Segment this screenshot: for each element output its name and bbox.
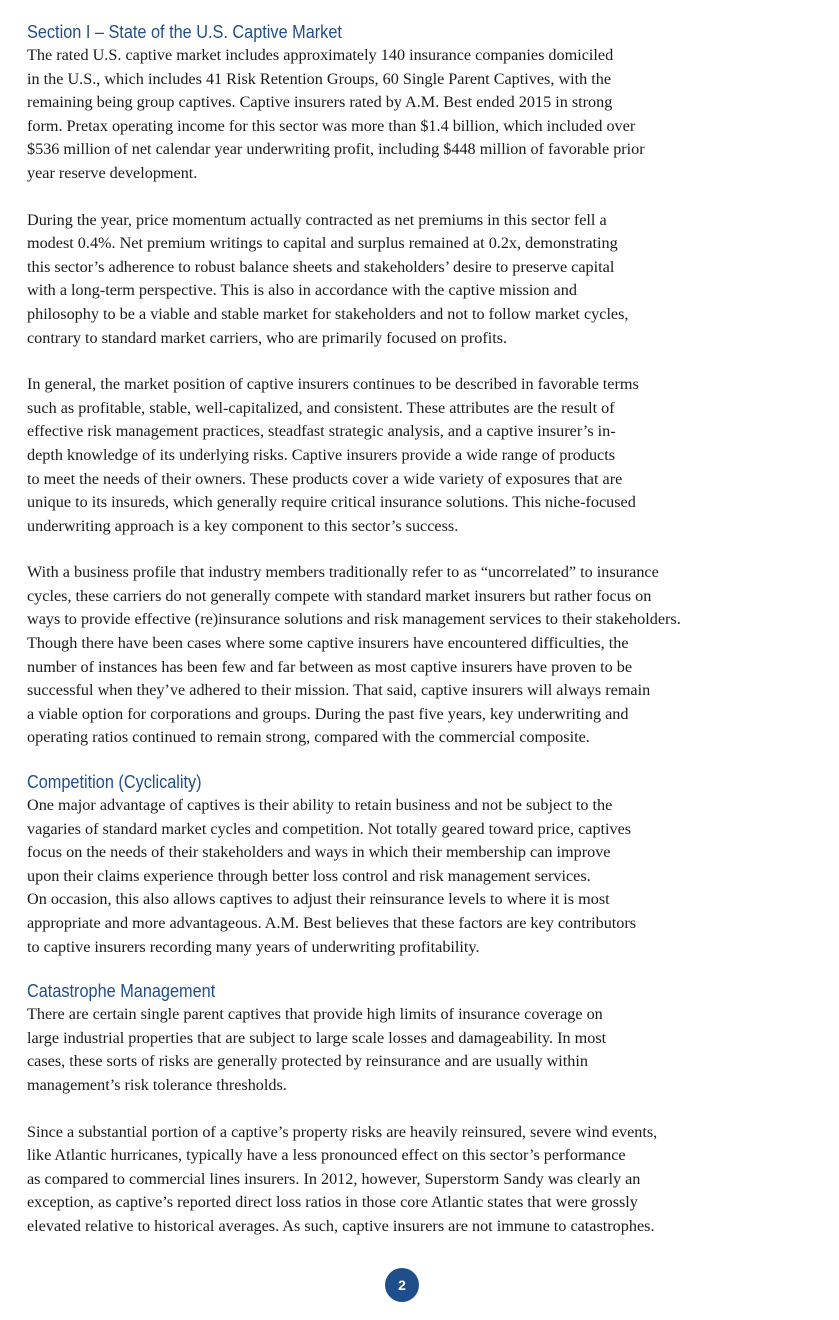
paragraph-line: form. Pretax operating income for this sector was more than $1.4 billion, which included over	[27, 116, 636, 135]
paragraph-line: elevated relative to historical averages. As such, captive insurers are not immune to catastrophes.	[27, 1216, 655, 1235]
paragraph-line: Since a substantial portion of a captive’s property risks are heavily reinsured, severe wind events,	[27, 1122, 658, 1141]
section-heading-competition: Competition (Cyclicality)	[27, 771, 202, 793]
paragraph-line: management’s risk tolerance thresholds.	[27, 1075, 287, 1094]
paragraph-line: There are certain single parent captives that provide high limits of insurance coverage on	[27, 1005, 603, 1024]
paragraph-line: with a long-term perspective. This is also in accordance with the captive mission and	[27, 281, 577, 300]
paragraph-line: to meet the needs of their owners. These products cover a wide variety of exposures that are	[27, 469, 623, 488]
paragraph-line: During the year, price momentum actually contracted as net premiums in this sector fell a	[27, 210, 607, 229]
paragraph-line: large industrial properties that are subject to large scale losses and damageability. In most	[27, 1028, 607, 1047]
paragraph-line: a viable option for corporations and groups. During the past five years, key underwriting and	[27, 704, 629, 723]
paragraph-line: One major advantage of captives is their ability to retain business and not be subject to the	[27, 796, 613, 815]
paragraph-line: exception, as captive’s reported direct loss ratios in those core Atlantic states that were grossly	[27, 1193, 638, 1212]
paragraph-line: With a business profile that industry members traditionally refer to as “uncorrelated” to insurance	[27, 563, 659, 582]
paragraph-line: depth knowledge of its underlying risks. Captive insurers provide a wide range of products	[27, 445, 616, 464]
paragraph-line: The rated U.S. captive market includes approximately 140 insurance companies domiciled	[27, 46, 614, 64]
paragraph-line: unique to its insureds, which generally require critical insurance solutions. This niche-focused	[27, 493, 636, 512]
paragraph-line: remaining being group captives. Captive insurers rated by A.M. Best ended 2015 in strong	[27, 93, 613, 112]
section-heading-catastrophe-management: Catastrophe Management	[27, 980, 216, 1002]
paragraph-line: like Atlantic hurricanes, typically have a less pronounced effect on this sector’s performance	[27, 1146, 626, 1165]
paragraph-line: this sector’s adherence to robust balance sheets and stakeholders’ desire to preserve capital	[27, 257, 615, 276]
paragraph-line: Though there have been cases where some captive insurers have encountered difficulties, the	[27, 634, 629, 653]
paragraph-line: On occasion, this also allows captives to adjust their reinsurance levels to where it is most	[27, 890, 610, 909]
paragraph-line: such as profitable, stable, well-capitalized, and consistent. These attributes are the result of	[27, 398, 615, 417]
paragraph-line: number of instances has been few and far between as most captive insurers have proven to be	[27, 657, 633, 676]
paragraph-line: In general, the market position of captive insurers continues to be described in favorable terms	[27, 375, 639, 394]
section-heading-state-of-market: Section I – State of the U.S. Captive Market	[27, 21, 342, 42]
paragraph-line: $536 million of net calendar year underwriting profit, including $448 million of favorable prior	[27, 140, 645, 159]
paragraph-line: focus on the needs of their stakeholders and ways in which their membership can improve	[27, 843, 611, 862]
paragraph-line: cases, these sorts of risks are generally protected by reinsurance and are usually within	[27, 1052, 588, 1071]
paragraph-line: successful when they’ve adhered to their mission. That said, captive insurers will always remain	[27, 681, 651, 700]
paragraph-line: underwriting approach is a key component to this sector’s success.	[27, 516, 459, 535]
document-page	[27, 20, 787, 1239]
paragraph-line: upon their claims experience through better loss control and risk management services.	[27, 866, 591, 885]
paragraph-line: contrary to standard market carriers, who are primarily focused on profits.	[27, 328, 508, 347]
paragraph-line: operating ratios continued to remain strong, compared with the commercial composite.	[27, 728, 590, 747]
paragraph-line: to captive insurers recording many years of underwriting profitability.	[27, 937, 480, 956]
paragraph-line: modest 0.4%. Net premium writings to capital and surplus remained at 0.2x, demonstrating	[27, 234, 618, 253]
paragraph-line: vagaries of standard market cycles and competition. Not totally geared toward price, captives	[27, 819, 632, 838]
paragraph-line: year reserve development.	[27, 163, 198, 182]
paragraph-line: in the U.S., which includes 41 Risk Retention Groups, 60 Single Parent Captives, with the	[27, 69, 612, 88]
paragraph-line: philosophy to be a viable and stable market for stakeholders and not to follow market cycles,	[27, 304, 629, 323]
paragraph-line: effective risk management practices, steadfast strategic analysis, and a captive insurer’s in-	[27, 422, 616, 441]
paragraph-line: as compared to commercial lines insurers. In 2012, however, Superstorm Sandy was clearly an	[27, 1169, 641, 1188]
page-number-badge: 2	[385, 1268, 419, 1302]
paragraph-line: ways to provide effective (re)insurance solutions and risk management services to their stakeholders.	[27, 610, 681, 629]
paragraph-line: appropriate and more advantageous. A.M. Best believes that these factors are key contributors	[27, 914, 637, 932]
paragraph-line: cycles, these carriers do not generally compete with standard market insurers but rather focus on	[27, 586, 652, 605]
